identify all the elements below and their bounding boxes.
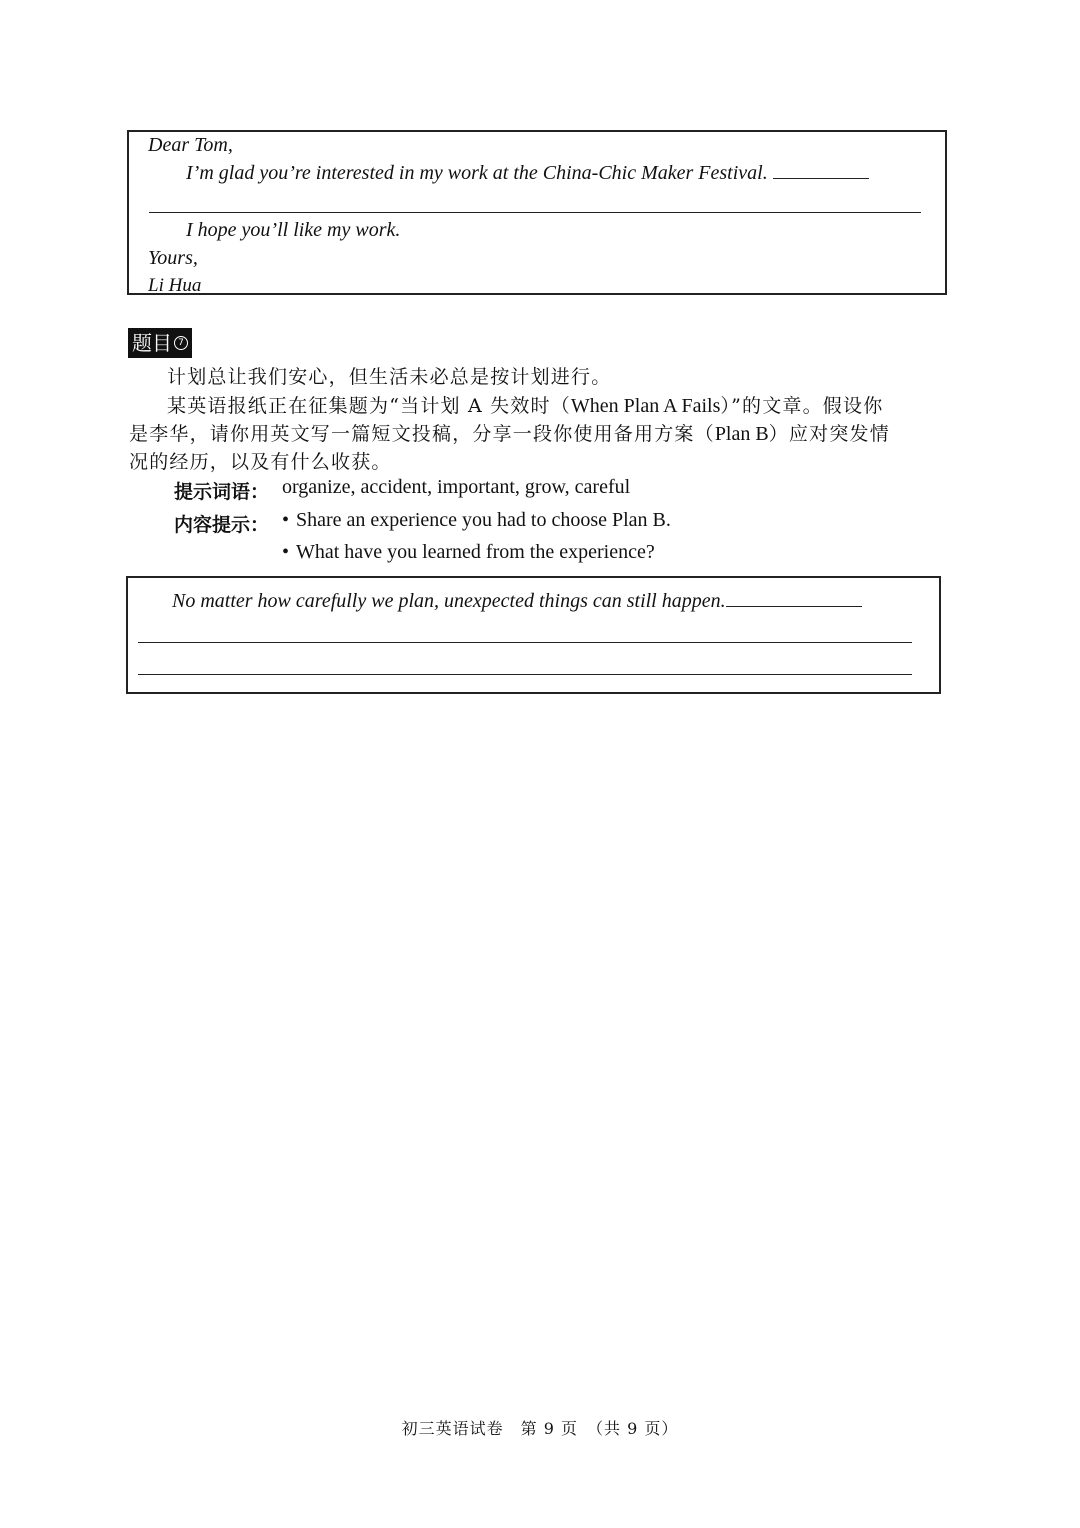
content-hint-label: 内容提示： [174,514,270,536]
content-hint-bullet-1 [282,509,671,532]
question-label-text: 题目 [132,331,172,355]
question-label [128,328,192,358]
prompt-task-line-2 [129,419,890,446]
question-number: 7 [174,336,188,350]
content-hint-bullet-2-text: What have you learned from the experience? [296,541,655,563]
answer-blank-2[interactable] [138,642,912,643]
keywords-text: organize, accident, important, grow, careful [282,476,631,498]
letter-line-1-text: I’m glad you’re interested in my work at the China-Chic Maker Festival. [186,162,768,184]
letter-line-1 [186,162,869,185]
answer-opening-text: No matter how carefully we plan, unexpected things can still happen. [172,590,726,612]
letter-blank-1[interactable] [773,178,869,179]
prompt-task-line-2-b: ）应对突发情 [768,423,890,445]
prompt-task-line-2-en: Plan B [714,423,769,445]
keywords-label: 提示词语： [174,481,270,503]
letter-box [127,130,947,295]
prompt-task-line-1-a: 某英语报纸正在征集题为“当计划 A 失效时（ [167,395,571,417]
letter-line-2: I hope you’ll like my work. [186,219,401,241]
prompt-task-line-2-a: 是李华，请你用英文写一篇短文投稿，分享一段你使用备用方案（ [129,423,715,445]
page-footer: 初三英语试卷 第 9 页 （共 9 页） [401,1419,679,1438]
prompt-intro: 计划总让我们安心，但生活未必总是按计划进行。 [167,366,612,388]
prompt-task-line-1-en: When Plan A Fails [570,395,721,417]
letter-greeting: Dear Tom, [148,134,233,156]
letter-signature: Li Hua [148,275,202,296]
prompt-task-line-3: 况的经历，以及有什么收获。 [129,451,392,473]
answer-box [126,576,941,694]
prompt-task-line-1-b: ）”的文章。假设你 [720,395,884,417]
letter-blank-2[interactable] [149,212,921,213]
prompt-task-line-1 [167,391,883,418]
bullet-icon: • [282,541,290,563]
letter-closing: Yours, [148,247,198,269]
answer-blank-1[interactable] [726,606,862,607]
answer-opening-line [172,590,862,613]
answer-blank-3[interactable] [138,674,912,675]
content-hint-bullet-1-text: Share an experience you had to choose Plan B. [296,509,671,531]
bullet-icon: • [282,509,290,531]
content-hint-bullet-2 [282,541,655,564]
